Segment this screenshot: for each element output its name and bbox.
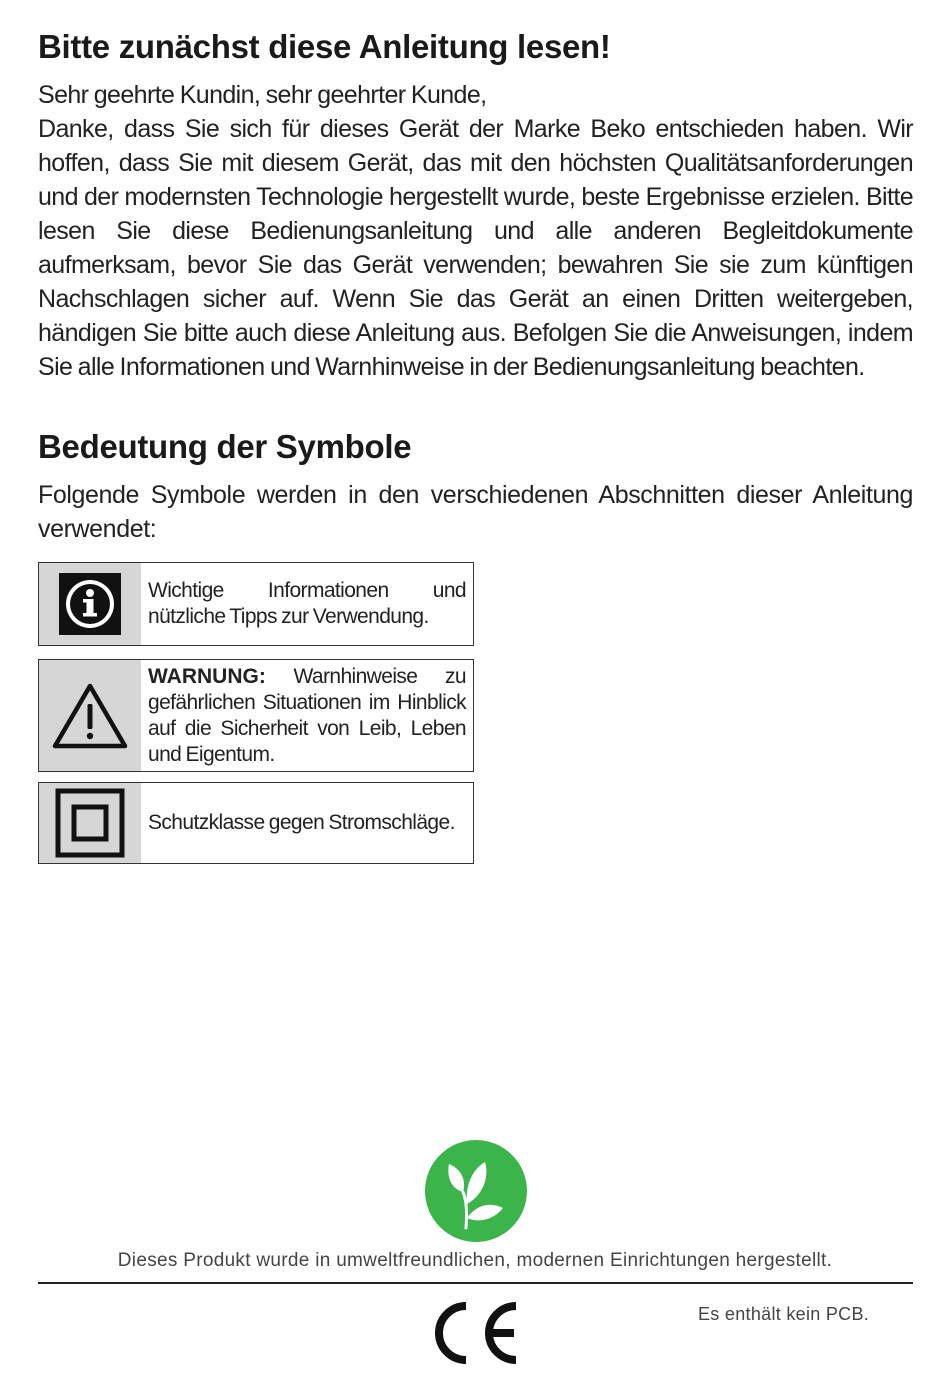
pcb-statement: Es enthält kein PCB. xyxy=(698,1304,870,1324)
footer-divider xyxy=(38,1282,913,1284)
warning-description xyxy=(141,660,473,771)
info-icon xyxy=(59,573,121,635)
warning-icon xyxy=(52,683,128,749)
info-description: Wichtige Informationen und nützliche Tipps zur Verwendung. xyxy=(148,579,466,628)
ce-mark-icon xyxy=(430,1300,522,1366)
protection-class-icon xyxy=(55,788,125,858)
symbol-row-info xyxy=(38,562,474,646)
symbol-row-warning xyxy=(38,659,474,772)
warning-text: Warnhinweise zu gefährlichen Situationen im Hinblick auf die Sicherheit von Leib, Leben und Eigentum. xyxy=(148,664,466,766)
intro-text xyxy=(38,78,913,384)
eco-statement: Dieses Produkt wurde in umweltfreundlichen, modernen Einrichtungen hergestellt. xyxy=(117,1250,833,1271)
warning-label: WARNUNG: xyxy=(148,664,266,688)
info-icon-cell xyxy=(39,563,141,645)
warning-icon-cell xyxy=(39,660,141,771)
symbol-row-protection-class xyxy=(38,782,474,864)
intro-greeting: Sehr geehrte Kundin, sehr geehrter Kunde, xyxy=(38,81,487,109)
page-title: Bitte zunächst diese Anleitung lesen! xyxy=(38,28,611,65)
intro-body: Danke, dass Sie sich für dieses Gerät der Marke Beko entschieden haben. Wir hoffen, dass Sie mit diesem Gerät, das mit den höchsten Qualitätsanforderungen und der modernsten Technologie hergestellt wurde, beste Ergebnisse erzielen. Bitte lesen Sie diese Bedienungsanleitung und alle anderen Begleitdokumente aufmerksam, bevor Sie das Gerät verwenden; bewahren Sie sie zum künftigen Nachschlagen sicher auf. Wenn Sie das Gerät an einen Dritten weitergeben, händigen Sie bitte auch diese Anleitung aus. Befolgen Sie die Anweisungen, indem Sie alle Informationen und Warnhinweise in der Bedienungsanleitung beachten. xyxy=(38,115,913,381)
protection-class-description: Schutzklasse gegen Stromschläge. xyxy=(148,811,455,834)
symbols-intro: Folgende Symbole werden in den verschiedenen Abschnitten dieser Anleitung verwendet: xyxy=(38,481,913,543)
protection-class-icon-cell xyxy=(39,783,141,863)
symbols-heading: Bedeutung der Symbole xyxy=(38,428,412,465)
leaf-icon xyxy=(425,1140,527,1242)
